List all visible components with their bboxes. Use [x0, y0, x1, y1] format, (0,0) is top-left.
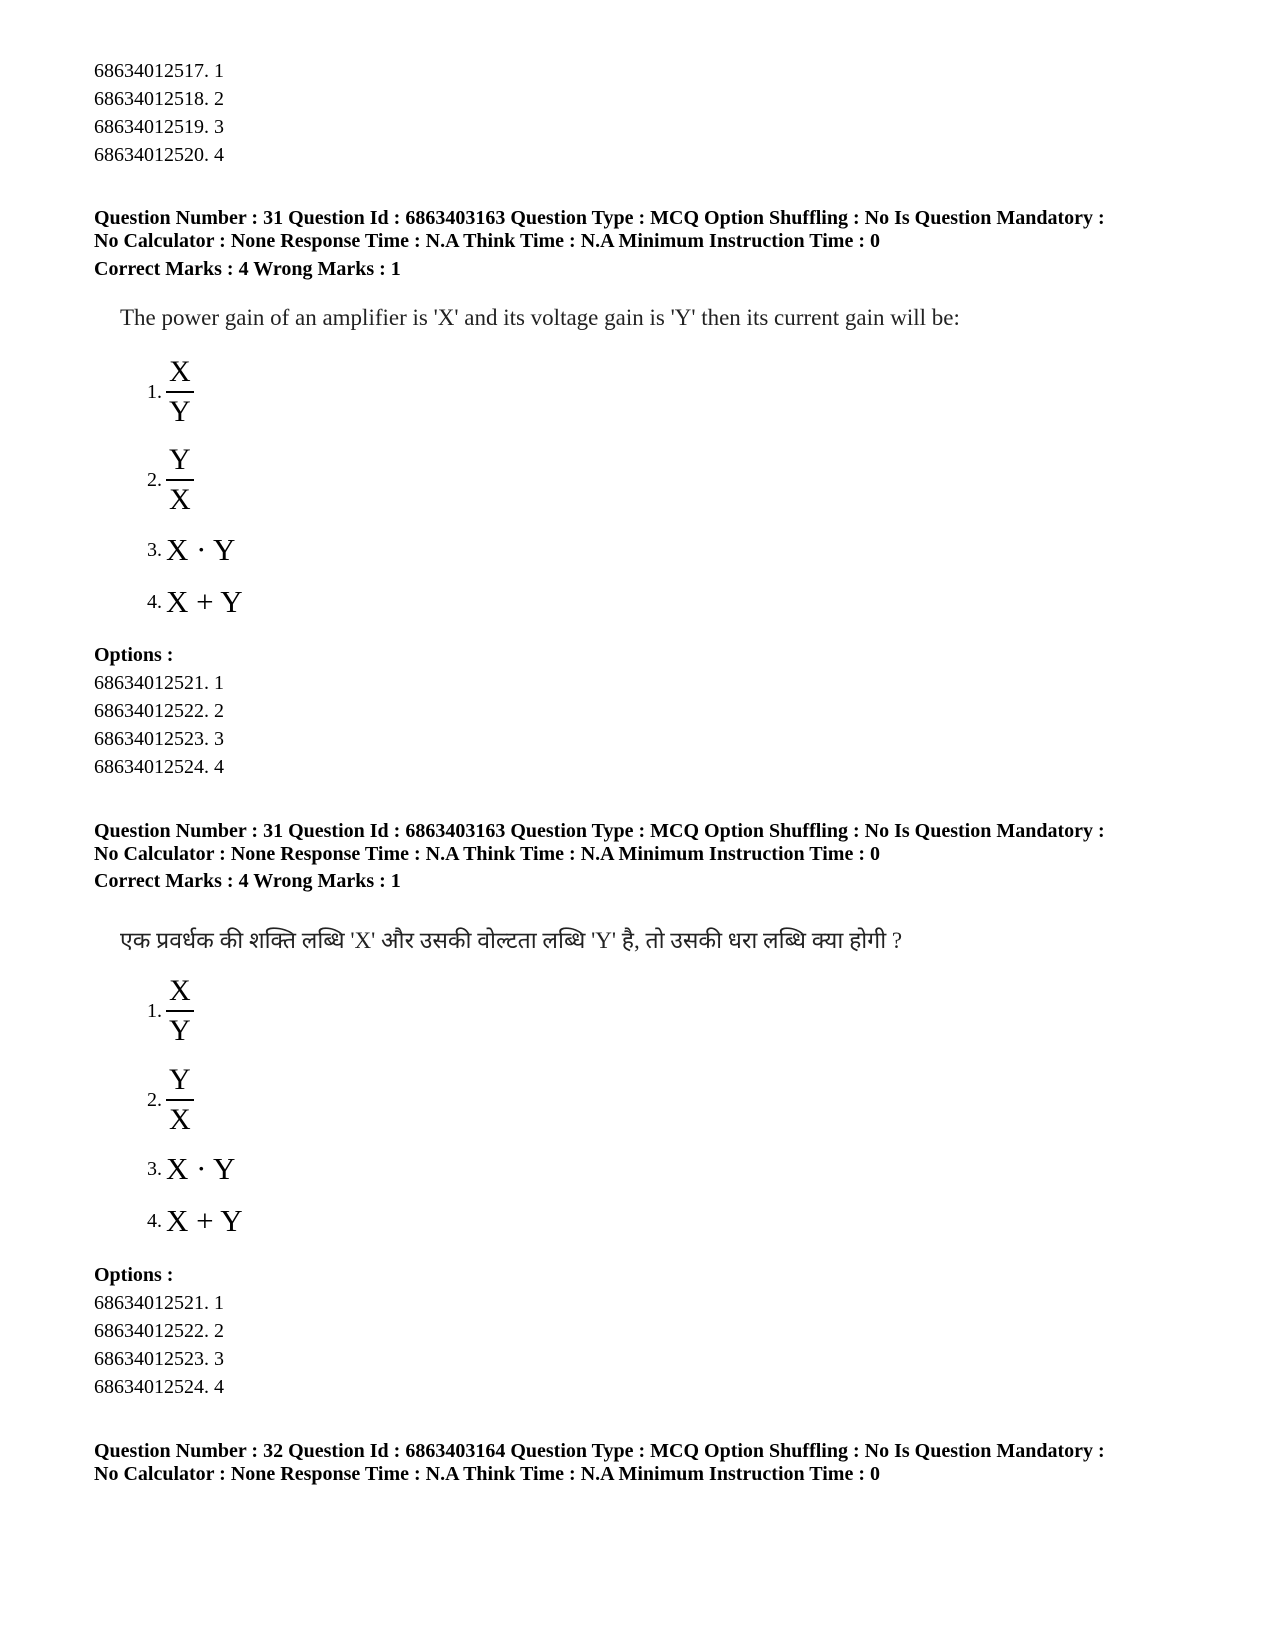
choice-1: [147, 974, 194, 1048]
fraction: [166, 443, 194, 517]
choice-number: 1.: [147, 999, 162, 1022]
numerator: Y: [166, 443, 194, 481]
top-option-3: 68634012519. 3: [94, 116, 224, 138]
choice-number: 3.: [147, 538, 162, 561]
denominator: Y: [169, 395, 191, 428]
denominator: X: [169, 483, 191, 516]
numerator: X: [166, 974, 194, 1012]
choice-2: [147, 1063, 194, 1137]
expression: X · Y: [166, 532, 236, 567]
question-header-line-1: Question Number : 31 Question Id : 6863403163 Question Type : MCQ Option Shuffling : No Is Question Mandatory :: [94, 820, 1105, 842]
choice-number: 1.: [147, 380, 162, 403]
choice-4: [147, 584, 243, 620]
expression: X + Y: [166, 584, 243, 619]
question-marks: Correct Marks : 4 Wrong Marks : 1: [94, 258, 401, 280]
question-marks: Correct Marks : 4 Wrong Marks : 1: [94, 870, 401, 892]
option-id-3: 68634012523. 3: [94, 1348, 224, 1370]
question-header-line-2: No Calculator : None Response Time : N.A Think Time : N.A Minimum Instruction Time : 0: [94, 230, 880, 252]
question-header-line-1: Question Number : 32 Question Id : 6863403164 Question Type : MCQ Option Shuffling : No Is Question Mandatory :: [94, 1440, 1105, 1462]
choice-number: 2.: [147, 468, 162, 491]
option-id-1: 68634012521. 1: [94, 672, 224, 694]
numerator: X: [166, 355, 194, 393]
option-id-3: 68634012523. 3: [94, 728, 224, 750]
choice-4: [147, 1203, 243, 1239]
fraction: [166, 355, 194, 429]
choice-number: 4.: [147, 1209, 162, 1232]
numerator: Y: [166, 1063, 194, 1101]
choice-number: 4.: [147, 590, 162, 613]
question-header-line-2: No Calculator : None Response Time : N.A Think Time : N.A Minimum Instruction Time : 0: [94, 843, 880, 865]
option-id-1: 68634012521. 1: [94, 1292, 224, 1314]
option-id-4: 68634012524. 4: [94, 1376, 224, 1398]
option-id-2: 68634012522. 2: [94, 700, 224, 722]
options-label: Options :: [94, 1264, 174, 1286]
question-header-line-1: Question Number : 31 Question Id : 6863403163 Question Type : MCQ Option Shuffling : No Is Question Mandatory :: [94, 207, 1105, 229]
question-text: The power gain of an amplifier is 'X' and its voltage gain is 'Y' then its current gain will be:: [120, 305, 960, 330]
choice-1: [147, 355, 194, 429]
top-option-2: 68634012518. 2: [94, 88, 224, 110]
denominator: Y: [169, 1014, 191, 1047]
fraction: [166, 974, 194, 1048]
choice-number: 2.: [147, 1088, 162, 1111]
expression: X · Y: [166, 1151, 236, 1186]
option-id-4: 68634012524. 4: [94, 756, 224, 778]
top-option-4: 68634012520. 4: [94, 144, 224, 166]
option-id-2: 68634012522. 2: [94, 1320, 224, 1342]
fraction: [166, 1063, 194, 1137]
choice-2: [147, 443, 194, 517]
top-option-1: 68634012517. 1: [94, 60, 224, 82]
denominator: X: [169, 1103, 191, 1136]
choice-3: [147, 1151, 235, 1187]
expression: X + Y: [166, 1203, 243, 1238]
question-header-line-2: No Calculator : None Response Time : N.A Think Time : N.A Minimum Instruction Time : 0: [94, 1463, 880, 1485]
choice-3: [147, 532, 235, 568]
options-label: Options :: [94, 644, 174, 666]
question-text: एक प्रवर्धक की शक्ति लब्धि 'X' और उसकी वोल्टता लब्धि 'Y' है, तो उसकी धरा लब्धि क्या होगी ?: [120, 928, 903, 953]
choice-number: 3.: [147, 1157, 162, 1180]
